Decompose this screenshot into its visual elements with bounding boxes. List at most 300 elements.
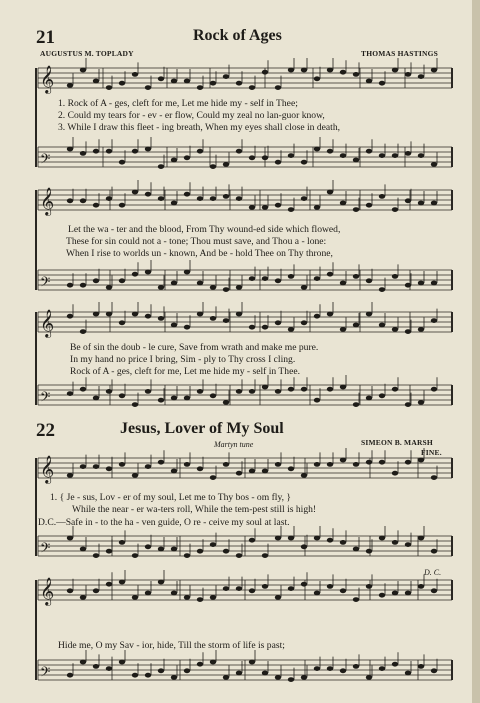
note-head bbox=[392, 662, 398, 667]
note-head bbox=[80, 387, 86, 392]
note-head bbox=[210, 393, 216, 398]
hymn-title: Jesus, Lover of My Soul bbox=[120, 420, 284, 437]
note-head bbox=[379, 323, 385, 328]
note-head bbox=[288, 327, 294, 332]
note-head bbox=[405, 283, 411, 288]
note-head bbox=[236, 149, 242, 154]
note-head bbox=[93, 553, 99, 558]
lyric-line: While the near - er wa-ters roll, While the tem-pest still is high! bbox=[72, 504, 317, 515]
note-head bbox=[145, 85, 151, 90]
note-head bbox=[379, 666, 385, 671]
lyric-line: When I rise to worlds un - known, And be - hold Thee on Thy throne, bbox=[66, 248, 333, 259]
note-head bbox=[158, 76, 164, 81]
note-head bbox=[262, 671, 268, 676]
note-head bbox=[353, 402, 359, 407]
note-head bbox=[262, 155, 268, 160]
note-head bbox=[80, 595, 86, 600]
note-head bbox=[405, 402, 411, 407]
note-head bbox=[340, 540, 346, 545]
tune-name: Martyn tune bbox=[214, 440, 254, 449]
note-head bbox=[236, 471, 242, 476]
note-head bbox=[327, 149, 333, 154]
note-head bbox=[223, 462, 229, 467]
note-head bbox=[223, 675, 229, 680]
note-head bbox=[327, 272, 333, 277]
note-head bbox=[379, 81, 385, 86]
note-head bbox=[275, 203, 281, 208]
note-head bbox=[171, 547, 177, 552]
note-head bbox=[210, 542, 216, 547]
note-head bbox=[327, 462, 333, 467]
note-head bbox=[275, 675, 281, 680]
dc-mark: D. C. bbox=[424, 568, 442, 577]
lyric-line: Let the wa - ter and the blood, From Thy wound-ed side which flowed, bbox=[68, 224, 341, 235]
note-head bbox=[119, 393, 125, 398]
note-head bbox=[145, 673, 151, 678]
note-head bbox=[223, 162, 229, 167]
note-head bbox=[236, 285, 242, 290]
note-head bbox=[353, 547, 359, 552]
note-head bbox=[366, 460, 372, 465]
note-head bbox=[171, 201, 177, 206]
note-head bbox=[119, 278, 125, 283]
note-head bbox=[210, 660, 216, 665]
note-head bbox=[223, 586, 229, 591]
note-head bbox=[132, 553, 138, 558]
note-head bbox=[353, 462, 359, 467]
note-head bbox=[158, 460, 164, 465]
note-head bbox=[301, 582, 307, 587]
note-head bbox=[418, 201, 424, 206]
note-head bbox=[288, 387, 294, 392]
lyric-line: Rock of A - ges, cleft for me, Let me hide my - self in Thee. bbox=[70, 366, 301, 377]
note-head bbox=[340, 201, 346, 206]
bass-clef-icon: 𝄢 bbox=[40, 389, 51, 408]
note-head bbox=[158, 164, 164, 169]
note-head bbox=[67, 83, 73, 88]
note-head bbox=[119, 580, 125, 585]
note-head bbox=[93, 312, 99, 317]
note-head bbox=[431, 475, 437, 480]
note-head bbox=[340, 458, 346, 463]
note-head bbox=[340, 281, 346, 286]
note-head bbox=[67, 147, 73, 152]
note-head bbox=[197, 662, 203, 667]
note-head bbox=[197, 196, 203, 201]
composer-credit: THOMAS HASTINGS bbox=[361, 49, 438, 58]
note-head bbox=[249, 325, 255, 330]
fine-mark: FINE. bbox=[421, 448, 442, 457]
note-head bbox=[288, 466, 294, 471]
note-head bbox=[366, 203, 372, 208]
note-head bbox=[288, 677, 294, 682]
note-head bbox=[275, 160, 281, 165]
note-head bbox=[236, 553, 242, 558]
note-head bbox=[197, 281, 203, 286]
note-head bbox=[93, 588, 99, 593]
note-head bbox=[366, 549, 372, 554]
note-head bbox=[184, 270, 190, 275]
note-head bbox=[197, 389, 203, 394]
note-head bbox=[366, 312, 372, 317]
note-head bbox=[119, 462, 125, 467]
note-head bbox=[106, 312, 112, 317]
note-head bbox=[431, 668, 437, 673]
note-head bbox=[197, 597, 203, 602]
note-head bbox=[132, 149, 138, 154]
note-head bbox=[158, 196, 164, 201]
note-head bbox=[275, 462, 281, 467]
note-head bbox=[405, 329, 411, 334]
note-head bbox=[262, 584, 268, 589]
note-head bbox=[379, 536, 385, 541]
treble-clef-icon: 𝄞 bbox=[40, 577, 55, 605]
note-head bbox=[366, 79, 372, 84]
note-head bbox=[314, 462, 320, 467]
note-head bbox=[288, 68, 294, 73]
note-head bbox=[418, 281, 424, 286]
note-head bbox=[379, 153, 385, 158]
note-head bbox=[340, 385, 346, 390]
note-head bbox=[301, 387, 307, 392]
note-head bbox=[119, 540, 125, 545]
note-head bbox=[171, 323, 177, 328]
note-head bbox=[106, 466, 112, 471]
note-head bbox=[275, 85, 281, 90]
note-head bbox=[366, 149, 372, 154]
note-head bbox=[80, 283, 86, 288]
note-head bbox=[379, 194, 385, 199]
note-head bbox=[327, 584, 333, 589]
composer-credit: SIMEON B. MARSH bbox=[361, 438, 433, 447]
lyric-line: Be of sin the doub - le cure, Save from wrath and make me pure. bbox=[70, 342, 319, 353]
note-head bbox=[431, 281, 437, 286]
note-head bbox=[340, 70, 346, 75]
note-head bbox=[392, 274, 398, 279]
note-head bbox=[392, 68, 398, 73]
note-head bbox=[249, 389, 255, 394]
note-head bbox=[67, 473, 73, 478]
lyric-line: 1. Rock of A - ges, cleft for me, Let me hide my - self in Thee; bbox=[58, 98, 298, 109]
note-head bbox=[301, 196, 307, 201]
note-head bbox=[392, 387, 398, 392]
note-head bbox=[145, 314, 151, 319]
author-credit: AUGUSTUS M. TOPLADY bbox=[40, 49, 134, 58]
note-head bbox=[314, 591, 320, 596]
note-head bbox=[93, 396, 99, 401]
note-head bbox=[223, 318, 229, 323]
note-head bbox=[392, 540, 398, 545]
lyric-line: 1. { Je - sus, Lov - er of my soul, Let me to Thy bos - om fly, } bbox=[50, 492, 292, 503]
note-head bbox=[145, 270, 151, 275]
note-head bbox=[301, 320, 307, 325]
note-head bbox=[184, 553, 190, 558]
note-head bbox=[405, 198, 411, 203]
note-head bbox=[288, 207, 294, 212]
note-head bbox=[392, 327, 398, 332]
note-head bbox=[67, 314, 73, 319]
note-head bbox=[67, 588, 73, 593]
note-head bbox=[405, 151, 411, 156]
note-head bbox=[405, 72, 411, 77]
note-head bbox=[392, 471, 398, 476]
note-head bbox=[184, 192, 190, 197]
note-head bbox=[301, 160, 307, 165]
note-head bbox=[262, 276, 268, 281]
note-head bbox=[158, 580, 164, 585]
note-head bbox=[431, 549, 437, 554]
note-head bbox=[236, 389, 242, 394]
note-head bbox=[405, 591, 411, 596]
note-head bbox=[80, 151, 86, 156]
note-head bbox=[431, 387, 437, 392]
note-head bbox=[418, 400, 424, 405]
note-head bbox=[184, 462, 190, 467]
note-head bbox=[314, 666, 320, 671]
note-head bbox=[366, 584, 372, 589]
note-head bbox=[249, 538, 255, 543]
note-head bbox=[106, 549, 112, 554]
lyric-line: In my hand no price I bring, Sim - ply to Thy cross I cling. bbox=[70, 354, 296, 365]
note-head bbox=[119, 160, 125, 165]
note-head bbox=[418, 153, 424, 158]
note-head bbox=[210, 475, 216, 480]
note-head bbox=[80, 198, 86, 203]
note-head bbox=[197, 85, 203, 90]
note-head bbox=[67, 673, 73, 678]
treble-clef-icon: 𝄞 bbox=[40, 65, 55, 93]
note-head bbox=[327, 190, 333, 195]
bass-clef-icon: 𝄢 bbox=[40, 540, 51, 559]
note-head bbox=[236, 196, 242, 201]
note-head bbox=[262, 469, 268, 474]
note-head bbox=[223, 549, 229, 554]
note-head bbox=[93, 278, 99, 283]
note-head bbox=[210, 164, 216, 169]
note-head bbox=[327, 387, 333, 392]
note-head bbox=[145, 192, 151, 197]
note-head bbox=[223, 287, 229, 292]
note-head bbox=[145, 389, 151, 394]
note-head bbox=[93, 203, 99, 208]
note-head bbox=[353, 158, 359, 163]
note-head bbox=[314, 314, 320, 319]
note-head bbox=[171, 591, 177, 596]
note-head bbox=[379, 287, 385, 292]
note-head bbox=[262, 553, 268, 558]
note-head bbox=[314, 205, 320, 210]
note-head bbox=[171, 281, 177, 286]
note-head bbox=[288, 153, 294, 158]
note-head bbox=[236, 81, 242, 86]
note-head bbox=[431, 201, 437, 206]
note-head bbox=[106, 149, 112, 154]
note-head bbox=[93, 664, 99, 669]
note-head bbox=[275, 320, 281, 325]
note-head bbox=[288, 536, 294, 541]
note-head bbox=[405, 460, 411, 465]
note-head bbox=[171, 469, 177, 474]
note-head bbox=[392, 153, 398, 158]
note-head bbox=[327, 68, 333, 73]
note-head bbox=[184, 595, 190, 600]
note-head bbox=[197, 312, 203, 317]
note-head bbox=[353, 274, 359, 279]
note-head bbox=[132, 272, 138, 277]
note-head bbox=[249, 85, 255, 90]
note-head bbox=[275, 389, 281, 394]
note-head bbox=[249, 469, 255, 474]
note-head bbox=[132, 595, 138, 600]
note-head bbox=[197, 149, 203, 154]
note-head bbox=[158, 398, 164, 403]
note-head bbox=[93, 464, 99, 469]
note-head bbox=[132, 72, 138, 77]
note-head bbox=[262, 385, 268, 390]
note-head bbox=[80, 68, 86, 73]
lyric-line: Hide me, O my Sav - ior, hide, Till the storm of life is past; bbox=[58, 640, 285, 651]
treble-clef-icon: 𝄞 bbox=[40, 309, 55, 337]
note-head bbox=[301, 285, 307, 290]
note-head bbox=[171, 79, 177, 84]
note-head bbox=[132, 312, 138, 317]
treble-clef-icon: 𝄞 bbox=[40, 455, 55, 483]
note-head bbox=[223, 194, 229, 199]
note-head bbox=[288, 586, 294, 591]
note-head bbox=[431, 162, 437, 167]
note-head bbox=[431, 68, 437, 73]
note-head bbox=[301, 544, 307, 549]
note-head bbox=[236, 586, 242, 591]
note-head bbox=[119, 203, 125, 208]
note-head bbox=[119, 660, 125, 665]
lyric-line: D.C.—Safe in - to the ha - ven guide, O re - ceive my soul at last. bbox=[38, 517, 290, 528]
note-head bbox=[314, 536, 320, 541]
note-head bbox=[67, 198, 73, 203]
hymn-title: Rock of Ages bbox=[193, 27, 282, 44]
note-head bbox=[158, 316, 164, 321]
note-head bbox=[353, 597, 359, 602]
note-head bbox=[366, 675, 372, 680]
note-head bbox=[236, 312, 242, 317]
note-head bbox=[314, 398, 320, 403]
note-head bbox=[210, 81, 216, 86]
note-head bbox=[340, 153, 346, 158]
note-head bbox=[418, 584, 424, 589]
note-head bbox=[184, 396, 190, 401]
note-head bbox=[340, 668, 346, 673]
note-head bbox=[379, 393, 385, 398]
lyric-line: 3. While I draw this fleet - ing breath, When my eyes shall close in death, bbox=[58, 122, 341, 133]
note-head bbox=[340, 327, 346, 332]
note-head bbox=[210, 285, 216, 290]
note-head bbox=[249, 276, 255, 281]
bass-clef-icon: 𝄢 bbox=[40, 274, 51, 293]
lyric-line: 2. Could my tears for - ev - er flow, Could my zeal no lan-guor know, bbox=[58, 110, 325, 121]
note-head bbox=[418, 536, 424, 541]
note-head bbox=[106, 196, 112, 201]
hymn-number: 22 bbox=[36, 420, 55, 441]
note-head bbox=[379, 460, 385, 465]
note-head bbox=[379, 593, 385, 598]
note-head bbox=[431, 318, 437, 323]
note-head bbox=[93, 149, 99, 154]
note-head bbox=[314, 276, 320, 281]
note-head bbox=[184, 79, 190, 84]
note-head bbox=[249, 155, 255, 160]
hymn-number: 21 bbox=[36, 27, 55, 48]
note-head bbox=[93, 79, 99, 84]
note-head bbox=[340, 588, 346, 593]
note-head bbox=[418, 458, 424, 463]
note-head bbox=[67, 391, 73, 396]
note-head bbox=[418, 74, 424, 79]
note-head bbox=[119, 81, 125, 86]
bass-clef-icon: 𝄢 bbox=[40, 664, 51, 683]
note-head bbox=[327, 666, 333, 671]
note-head bbox=[301, 68, 307, 73]
note-head bbox=[249, 205, 255, 210]
note-head bbox=[210, 316, 216, 321]
note-head bbox=[405, 542, 411, 547]
note-head bbox=[405, 671, 411, 676]
note-head bbox=[431, 588, 437, 593]
note-head bbox=[145, 591, 151, 596]
note-head bbox=[80, 547, 86, 552]
bass-clef-icon: 𝄢 bbox=[40, 151, 51, 170]
note-head bbox=[132, 402, 138, 407]
note-head bbox=[171, 675, 177, 680]
note-head bbox=[80, 660, 86, 665]
note-head bbox=[158, 285, 164, 290]
note-head bbox=[353, 207, 359, 212]
note-head bbox=[210, 595, 216, 600]
note-head bbox=[145, 544, 151, 549]
note-head bbox=[80, 329, 86, 334]
note-head bbox=[366, 278, 372, 283]
note-head bbox=[275, 536, 281, 541]
note-head bbox=[327, 538, 333, 543]
note-head bbox=[197, 466, 203, 471]
note-head bbox=[80, 464, 86, 469]
note-head bbox=[171, 158, 177, 163]
note-head bbox=[184, 325, 190, 330]
note-head bbox=[106, 285, 112, 290]
note-head bbox=[366, 396, 372, 401]
note-head bbox=[132, 673, 138, 678]
note-head bbox=[327, 312, 333, 317]
note-head bbox=[67, 536, 73, 541]
note-head bbox=[223, 74, 229, 79]
note-head bbox=[171, 396, 177, 401]
note-head bbox=[67, 283, 73, 288]
note-head bbox=[184, 668, 190, 673]
note-head bbox=[418, 327, 424, 332]
note-head bbox=[314, 76, 320, 81]
note-head bbox=[132, 190, 138, 195]
note-head bbox=[184, 155, 190, 160]
note-head bbox=[132, 473, 138, 478]
note-head bbox=[119, 320, 125, 325]
note-head bbox=[392, 591, 398, 596]
note-head bbox=[301, 675, 307, 680]
note-head bbox=[145, 464, 151, 469]
note-head bbox=[236, 671, 242, 676]
note-head bbox=[106, 582, 112, 587]
note-head bbox=[262, 70, 268, 75]
note-head bbox=[392, 207, 398, 212]
note-head bbox=[223, 400, 229, 405]
